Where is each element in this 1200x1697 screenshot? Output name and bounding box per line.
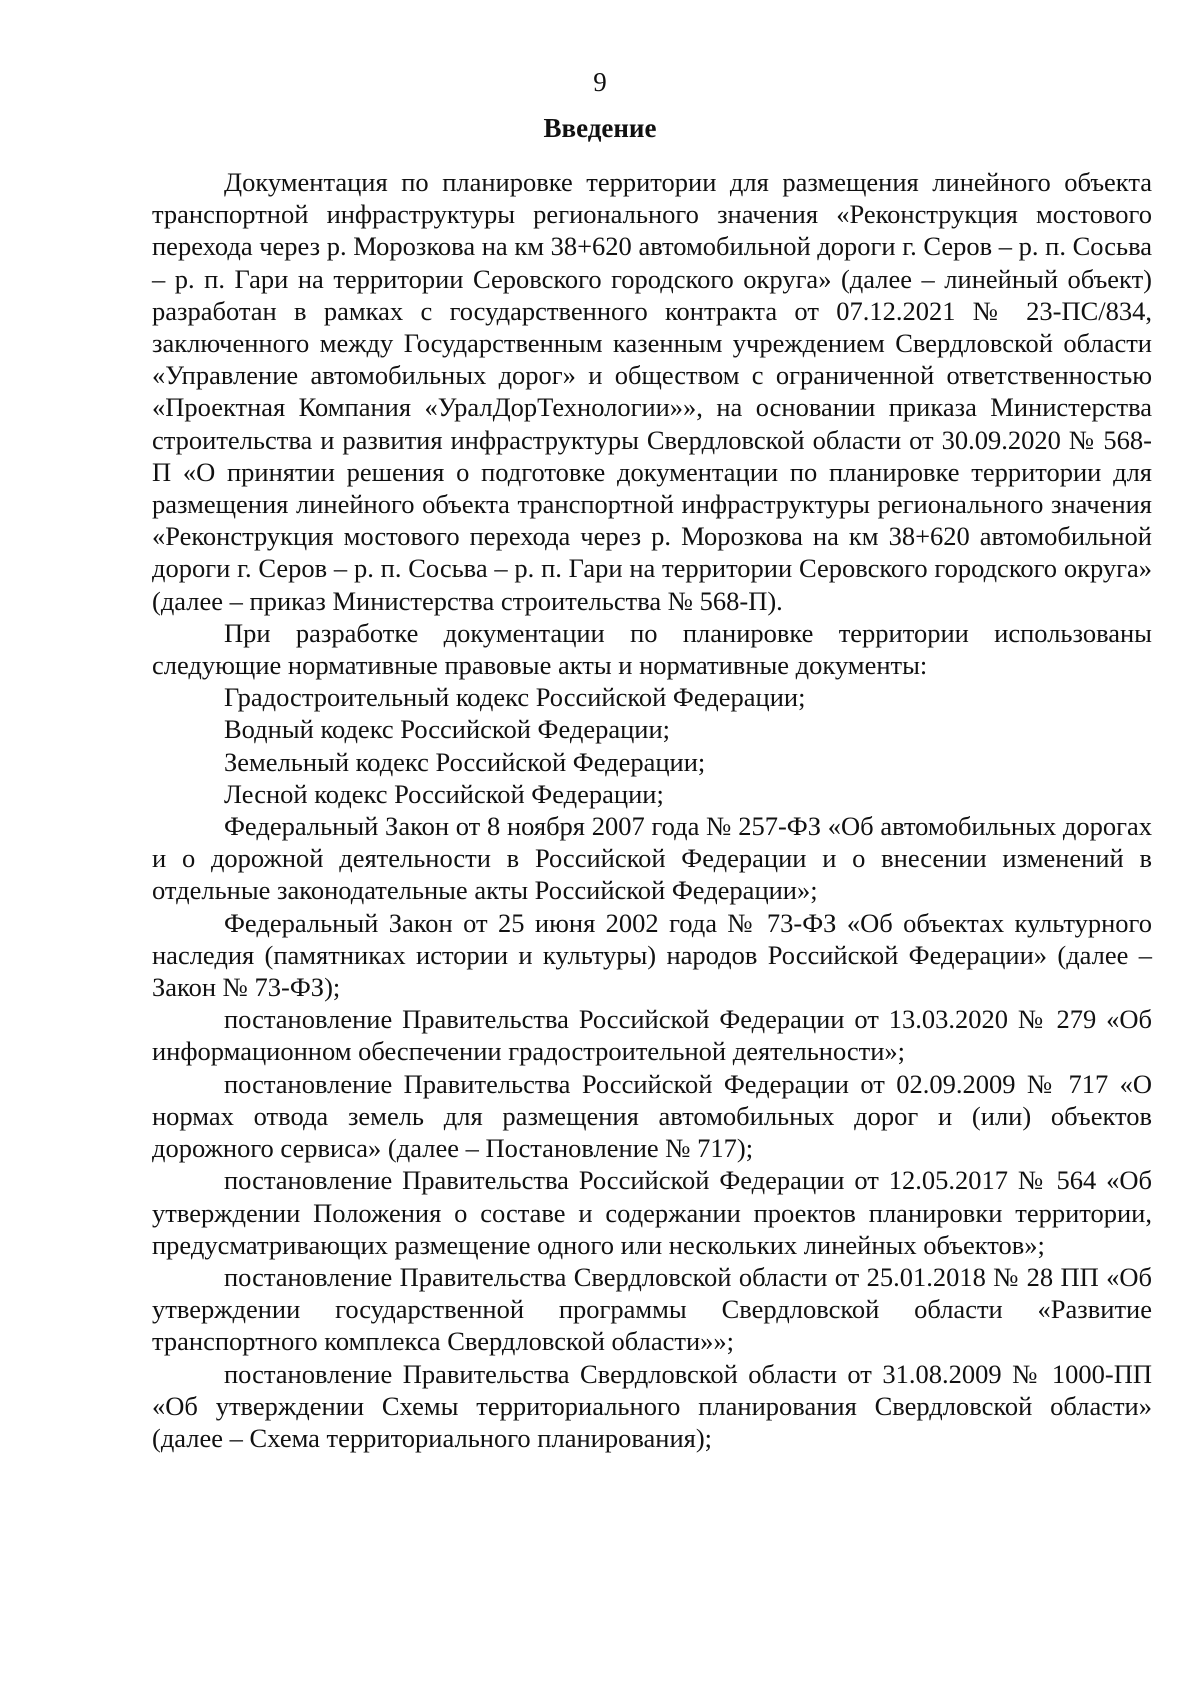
regulation-item: Федеральный Закон от 8 ноября 2007 года № 257-ФЗ «Об автомобильных дорогах и о дорожной деятельности в Российской Федерации и о внесении изменений в отдельные законодательные акты Российской Федерации»; [152, 811, 1152, 906]
regulation-item: Градостроительный кодекс Российской Федерации; [224, 682, 806, 713]
section-heading: Введение [543, 113, 657, 143]
regulation-item: постановление Правительства Российской Федерации от 13.03.2020 № 279 «Об информационном обеспечении градостроительной деятельности»; [152, 1004, 1152, 1067]
regulation-item: постановление Правительства Российской Федерации от 02.09.2009 № 717 «О нормах отвода земель для размещения автомобильных дорог и (или) объектов дорожного сервиса» (далее – Постановление № 717); [152, 1068, 1152, 1164]
regulation-item: Водный кодекс Российской Федерации; [224, 714, 671, 745]
paragraph-regulations-intro: При разработке документации по планировке территории использованы следующие нормативные правовые акты и нормативные документы: [152, 617, 1152, 681]
document-body [152, 166, 1152, 1454]
regulation-item: Земельный кодекс Российской Федерации; [224, 746, 706, 777]
paragraph-intro: Документация по планировке территории для размещения линейного объекта транспортной инфраструктуры регионального значения «Реконструкция мостового перехода через р. Морозкова на км 38+620 автомобильной дороги г. Серов – р. п. Сосьва – р. п. Гари на территории Серовского городского округа» (далее – линейный объект) разработан в рамках с государственного контракта от 07.12.2021 № 23-ПС/834, заключенного между Государственным казенным учреждением Свердловской области «Управление автомобильных дорог» и обществом с ограниченной ответственностью «Проектная Компания «УралДорТехнологии»», на основании приказа Министерства строительства и развития инфраструктуры Свердловской области от 30.09.2020 № 568-П «О принятии решения о подготовке документации по планировке территории для размещения линейного объекта транспортной инфраструктуры регионального значения «Реконструкция мостового перехода через р. Морозкова на км 38+620 автомобильной дороги г. Серов – р. п. Сосьва – р. п. Гари на территории Серовского городского округа» (далее – приказ Министерства строительства № 568-П). [152, 167, 1152, 616]
regulation-item: постановление Правительства Свердловской области от 25.01.2018 № 28 ПП «Об утверждении государственной программы Свердловской области «Развитие транспортного комплекса Свердловской области»»; [152, 1261, 1152, 1357]
regulation-item: постановление Правительства Свердловской области от 31.08.2009 № 1000-ПП «Об утверждении Схемы территориального планирования Свердловской области» (далее – Схема территориального планирования); [152, 1358, 1152, 1453]
regulation-item: постановление Правительства Российской Федерации от 12.05.2017 № 564 «Об утверждении Положения о составе и содержании проектов планировки территории, предусматривающих размещение одного или нескольких линейных объектов»; [152, 1165, 1152, 1260]
regulation-item: Федеральный Закон от 25 июня 2002 года № 73-ФЗ «Об объектах культурного наследия (памятниках истории и культуры) народов Российской Федерации» (далее –Закон № 73-ФЗ); [152, 907, 1152, 1003]
regulation-item: Лесной кодекс Российской Федерации; [224, 778, 664, 809]
page-number: 9 [593, 67, 607, 97]
